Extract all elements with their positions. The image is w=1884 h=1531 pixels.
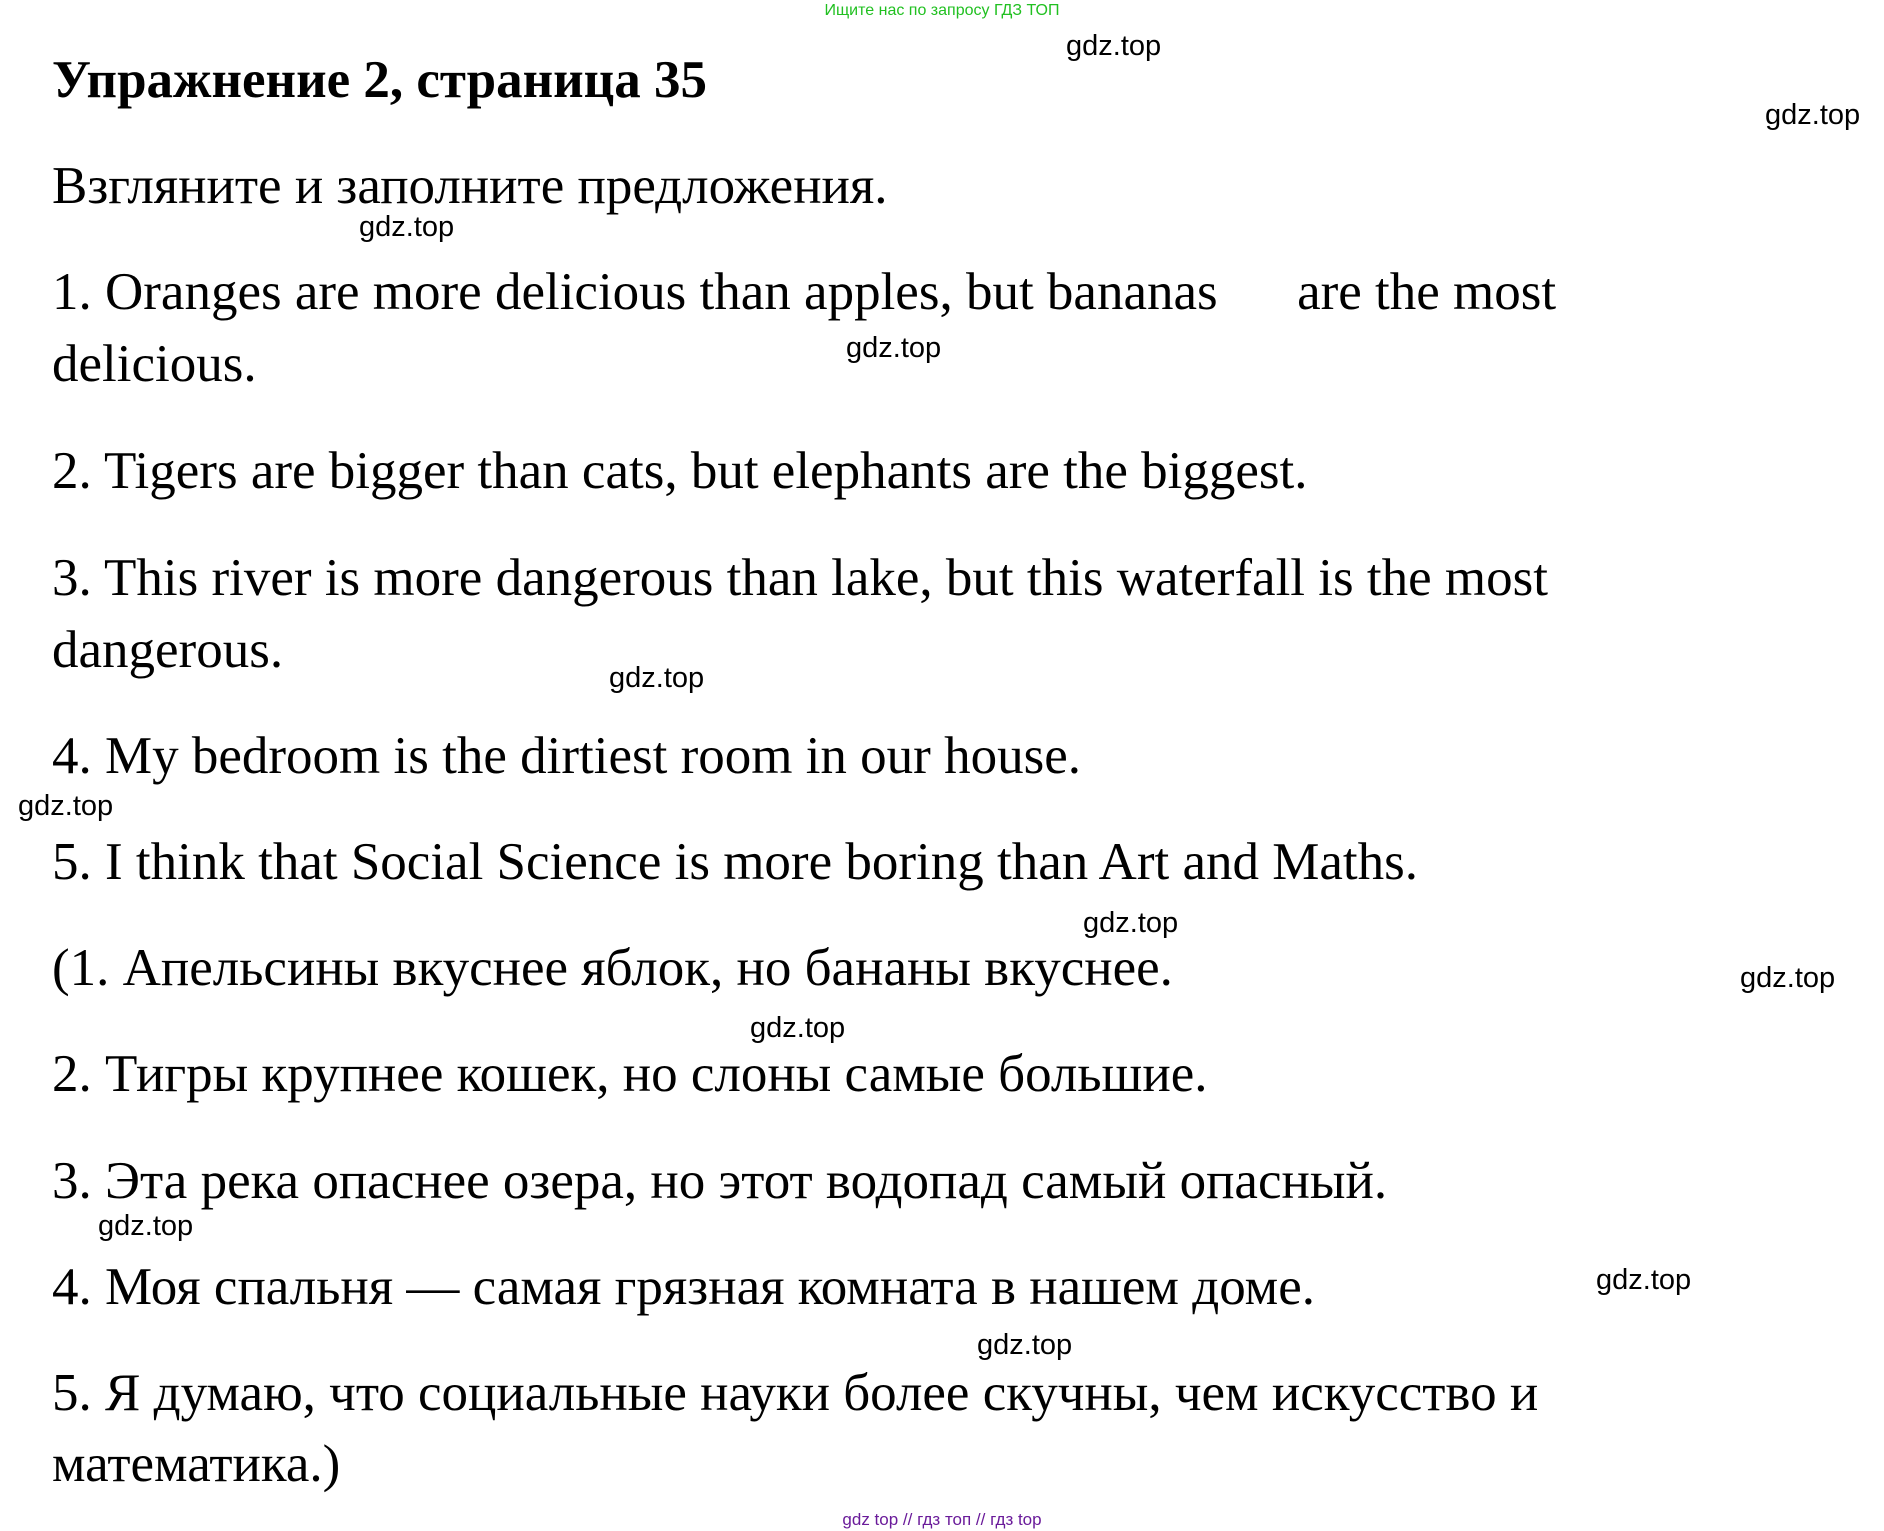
russian-line-5: 5. Я думаю, что социальные науки более скучны, чем искусство и <box>52 1364 1539 1422</box>
english-line-5: 5. I think that Social Science is more boring than Art and Maths. <box>52 833 1418 891</box>
watermark: gdz.top <box>609 662 705 694</box>
watermark: gdz.top <box>1765 99 1861 131</box>
watermark: gdz.top <box>1066 30 1162 62</box>
english-line-1-cont: delicious. <box>52 335 257 393</box>
russian-line-5-cont: математика.) <box>52 1435 341 1493</box>
english-line-1: 1. Oranges are more delicious than apples, but bananas are the most <box>52 263 1557 321</box>
watermark: gdz.top <box>1740 962 1836 994</box>
russian-line-4: 4. Моя спальня — самая грязная комната в нашем доме. <box>52 1258 1315 1316</box>
footer-watermark: gdz top // гдз топ // гдз top <box>842 1510 1042 1529</box>
page-title: Упражнение 2, страница 35 <box>52 51 707 109</box>
watermark: gdz.top <box>1083 907 1179 939</box>
russian-line-3: 3. Эта река опаснее озера, но этот водопад самый опасный. <box>52 1152 1388 1210</box>
english-line-2: 2. Tigers are bigger than cats, but elephants are the biggest. <box>52 442 1308 500</box>
english-line-3: 3. This river is more dangerous than lake, but this waterfall is the most <box>52 549 1548 607</box>
watermark: gdz.top <box>846 332 942 364</box>
english-line-4: 4. My bedroom is the dirtiest room in our house. <box>52 727 1081 785</box>
watermark: gdz.top <box>977 1329 1073 1361</box>
russian-line-2: 2. Тигры крупнее кошек, но слоны самые большие. <box>52 1045 1208 1103</box>
russian-line-1: (1. Апельсины вкуснее яблок, но бананы вкуснее. <box>52 939 1173 997</box>
english-line-3-cont: dangerous. <box>52 621 284 679</box>
watermark: gdz.top <box>1596 1264 1692 1296</box>
watermark: gdz.top <box>18 790 114 822</box>
watermark: gdz.top <box>359 211 455 243</box>
top-search-banner: Ищите нас по запросу ГДЗ ТОП <box>824 2 1060 19</box>
instruction-text: Взгляните и заполните предложения. <box>52 157 888 215</box>
watermark: gdz.top <box>750 1012 846 1044</box>
watermark: gdz.top <box>98 1210 194 1242</box>
